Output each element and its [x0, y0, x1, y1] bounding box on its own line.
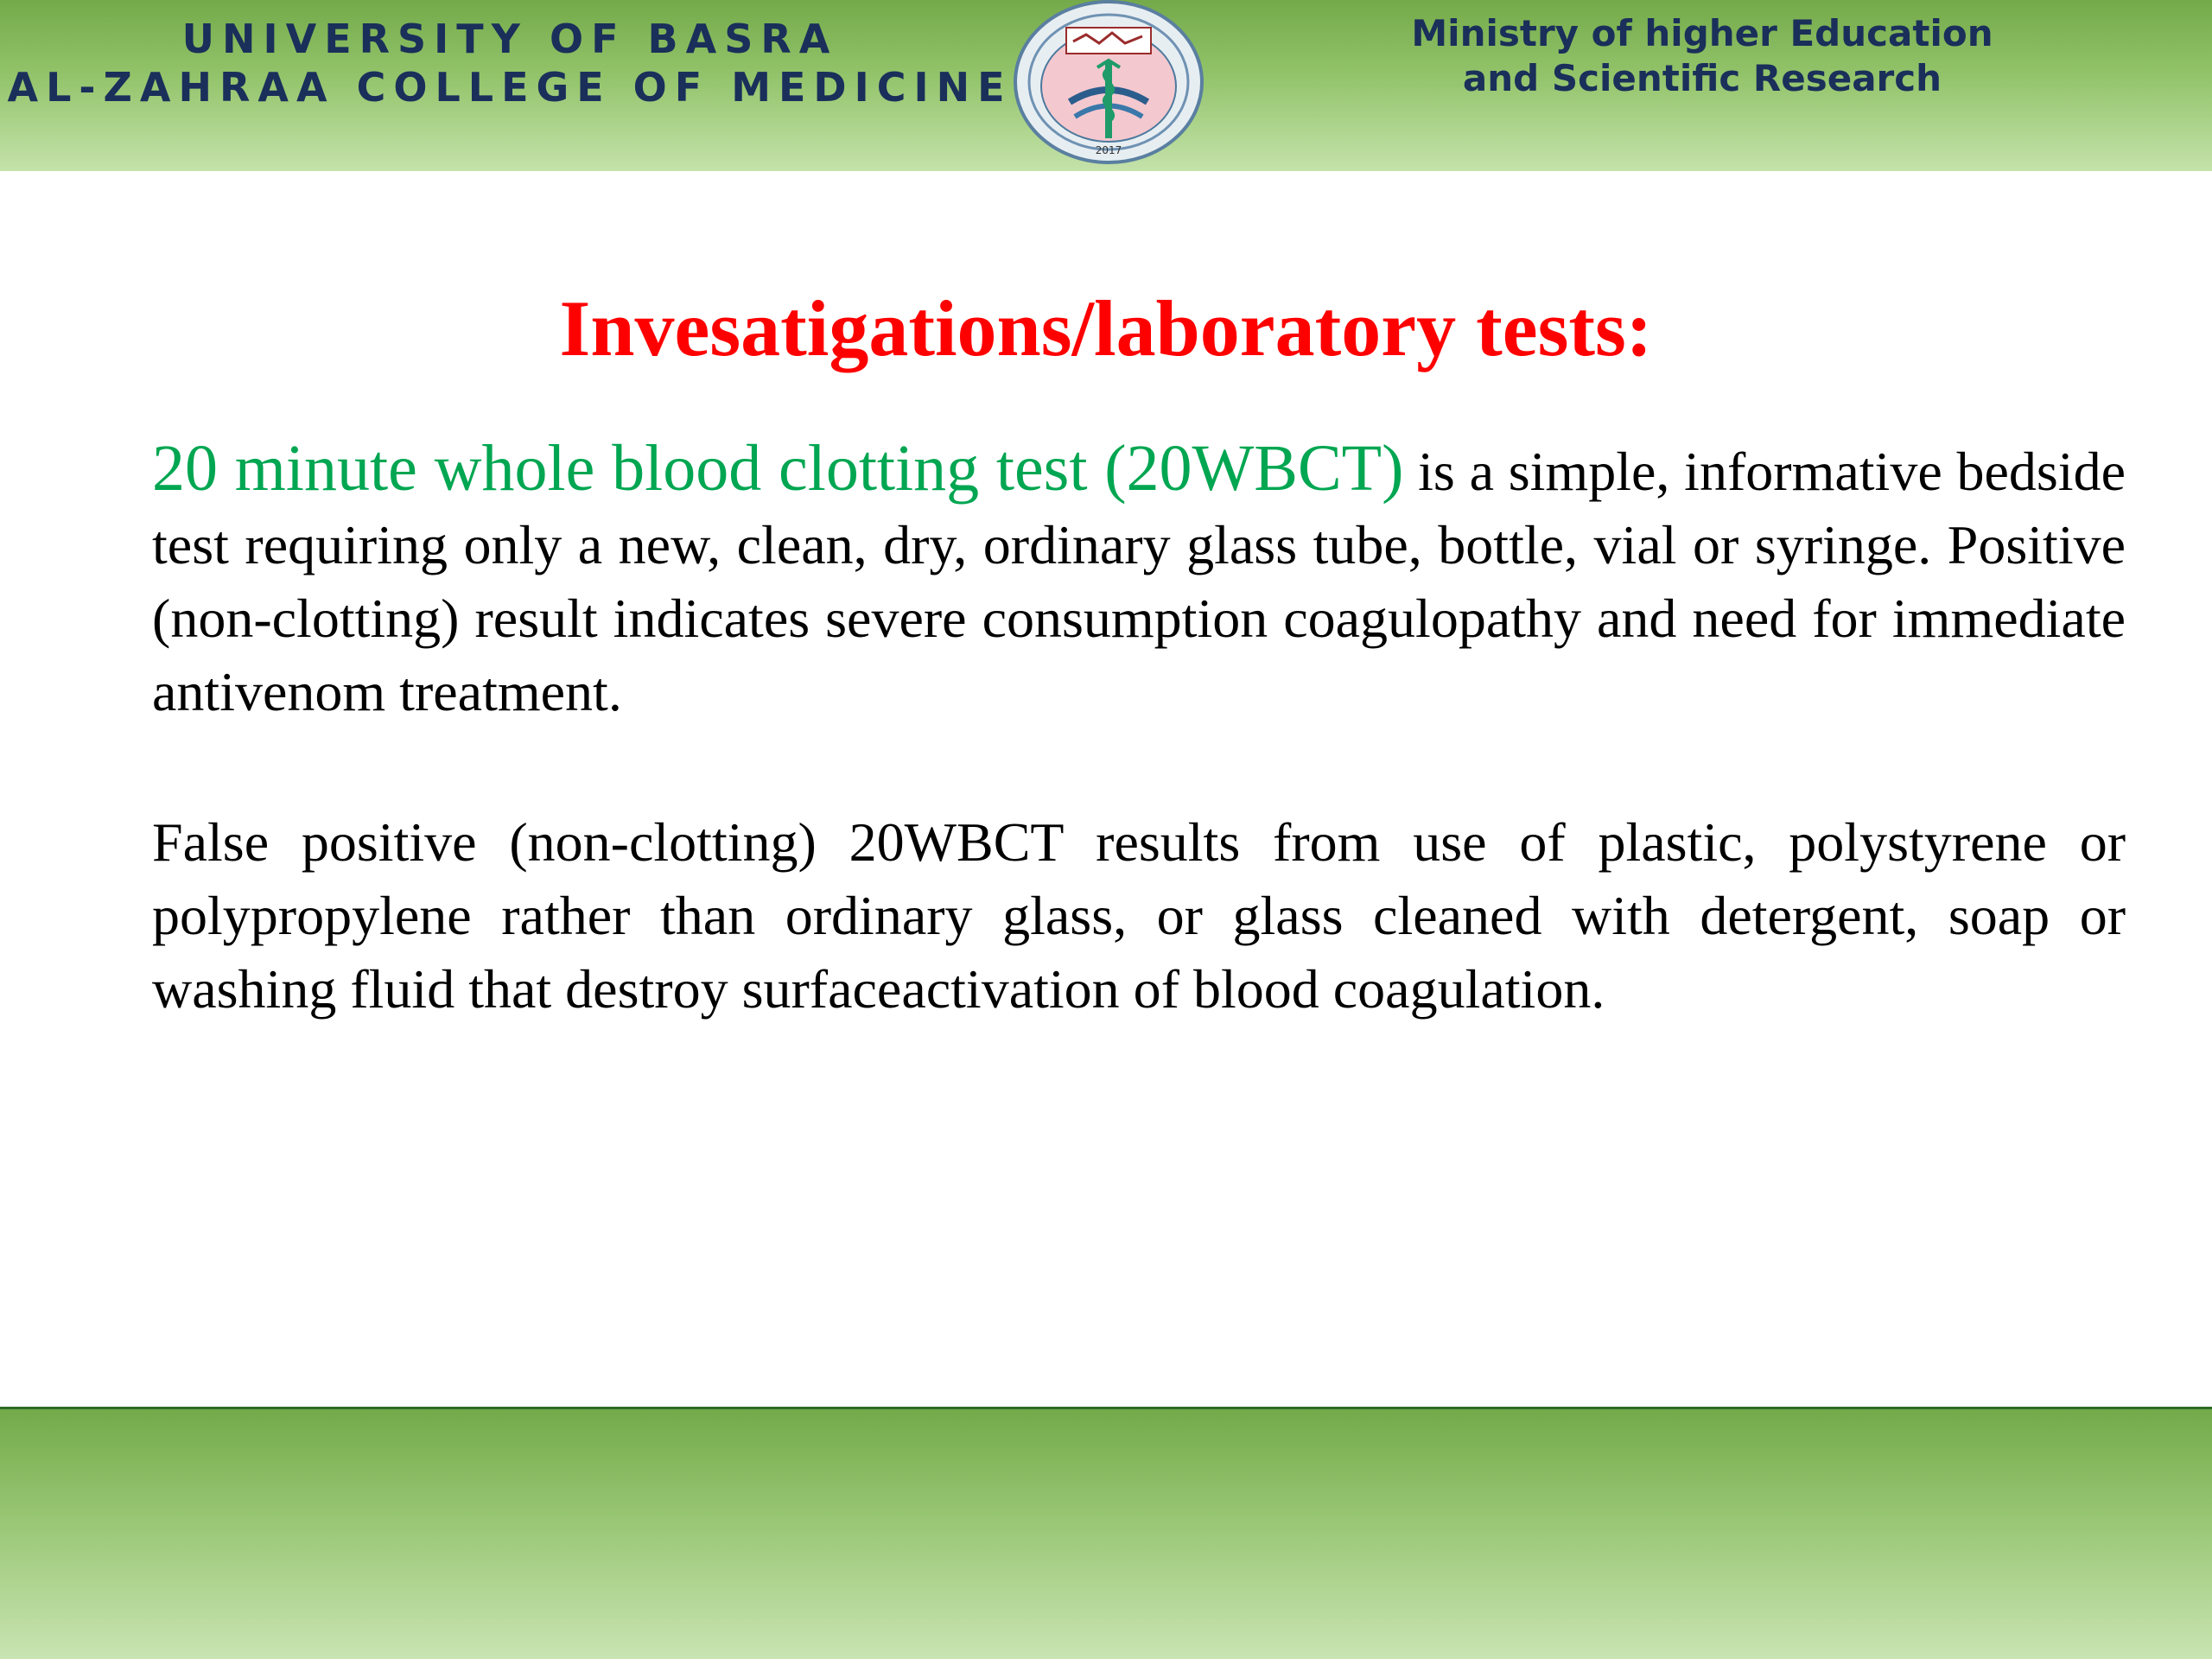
paragraph-false-positive: False positive (non-clotting) 20WBCT results from use of plastic, polystyrene or polypropylene rather than ordinary glass, or glass cleaned with detergent, soap or washing fluid that destroy surfaceactivation of blood coagulation.	[152, 811, 2126, 1020]
seal-year: 2017	[1095, 144, 1122, 156]
university-name: UNIVERSITY OF BASRA	[181, 16, 838, 62]
college-name: AL-ZAHRAA COLLEGE OF MEDICINE	[7, 64, 1013, 111]
paragraph-1-text: is a simple, informative bedside test requiring only a new, clean, dry, ordinary glass tube, bottle, vial or syringe. Positive (non-clotting) result indicates severe consumption coagulopathy and need for immediate antivenom treatment.	[152, 441, 2126, 722]
header-banner	[0, 0, 2212, 171]
test-name-highlight: 20 minute whole blood clotting test (20WBCT)	[152, 432, 1404, 505]
footer-banner	[0, 1407, 2212, 1659]
ministry-line-2: and Scientific Research	[1462, 57, 1942, 99]
slide-title: Invesatigations/laboratory tests:	[559, 284, 1653, 372]
college-seal-icon	[1013, 0, 1205, 164]
paragraph-20wbct	[152, 432, 2126, 728]
ministry-line-1: Ministry of higher Education	[1411, 12, 1993, 54]
